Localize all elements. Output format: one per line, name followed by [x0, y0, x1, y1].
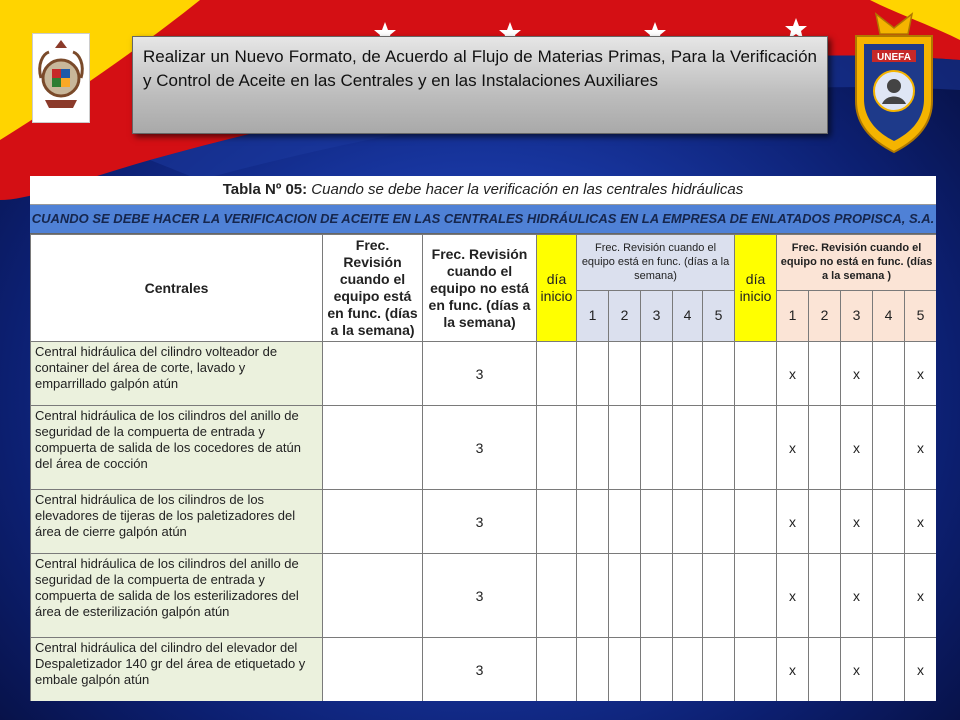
day-cell-nofunc: x	[777, 638, 809, 702]
day-header: 4	[873, 290, 905, 341]
frec-nofunc-cell: 3	[423, 638, 537, 702]
day-cell-func	[673, 490, 703, 554]
naval-emblem-icon	[32, 33, 90, 123]
slide-title-box	[132, 36, 828, 134]
table-caption	[30, 176, 936, 205]
table-row	[31, 342, 937, 406]
table-row	[31, 490, 937, 554]
day-cell-func	[673, 554, 703, 638]
day-cell-func	[703, 342, 735, 406]
dia-inicio-cell	[537, 490, 577, 554]
day-cell-func	[641, 638, 673, 702]
day-cell-nofunc: x	[841, 342, 873, 406]
dia-inicio-cell-2	[735, 554, 777, 638]
day-cell-nofunc: x	[777, 490, 809, 554]
day-cell-nofunc	[809, 342, 841, 406]
day-cell-nofunc	[809, 554, 841, 638]
day-cell-func	[577, 554, 609, 638]
day-header: 5	[703, 290, 735, 341]
day-cell-func	[673, 406, 703, 490]
header-group-nofunc: Frec. Revisión cuando el equipo no está en func. (días a la semana )	[777, 235, 936, 291]
day-cell-func	[577, 406, 609, 490]
day-cell-func	[577, 490, 609, 554]
day-cell-func	[641, 554, 673, 638]
day-cell-nofunc: x	[905, 490, 936, 554]
day-cell-nofunc: x	[905, 554, 936, 638]
day-header: 1	[577, 290, 609, 341]
dia-inicio-cell	[537, 406, 577, 490]
day-cell-func	[703, 406, 735, 490]
frec-func-cell	[323, 490, 423, 554]
day-cell-nofunc: x	[777, 554, 809, 638]
day-cell-func	[609, 490, 641, 554]
dia-inicio-cell-2	[735, 490, 777, 554]
frec-nofunc-cell: 3	[423, 406, 537, 490]
day-header: 4	[673, 290, 703, 341]
table-caption-text: Cuando se debe hacer la verificación en las centrales hidráulicas	[307, 181, 744, 198]
table-caption-number: Tabla Nº 05:	[222, 181, 308, 198]
central-name: Central hidráulica de los cilindros del anillo de seguridad de la compuerta de entrada y compuerta de salida de los esterilizadores del área de esterilización galpón atún	[31, 554, 323, 638]
day-cell-nofunc: x	[777, 342, 809, 406]
day-cell-nofunc	[873, 490, 905, 554]
unefa-shield-icon	[846, 6, 942, 154]
dia-inicio-cell	[537, 554, 577, 638]
table-row	[31, 406, 937, 490]
central-name: Central hidráulica del cilindro volteador de container del área de corte, lavado y emparrillado galpón atún	[31, 342, 323, 406]
day-header: 3	[841, 290, 873, 341]
day-cell-func	[609, 554, 641, 638]
central-name: Central hidráulica de los cilindros de los elevadores de tijeras de los paletizadores del área de cierre galpón atún	[31, 490, 323, 554]
day-cell-func	[641, 342, 673, 406]
dia-inicio-cell-2	[735, 638, 777, 702]
day-cell-nofunc	[809, 406, 841, 490]
verification-table-image	[30, 176, 936, 701]
day-cell-nofunc	[873, 406, 905, 490]
table-row	[31, 554, 937, 638]
day-cell-func	[673, 638, 703, 702]
day-cell-nofunc	[809, 638, 841, 702]
frec-nofunc-cell: 3	[423, 554, 537, 638]
central-name: Central hidráulica de los cilindros del anillo de seguridad de la compuerta de entrada y compuerta de salida de los cocedores de atún del área de cocción	[31, 406, 323, 490]
day-cell-func	[609, 342, 641, 406]
frec-func-cell	[323, 406, 423, 490]
day-cell-nofunc	[873, 554, 905, 638]
central-name: Central hidráulica del cilindro del elevador del Despaletizador 140 gr del área de etiquetado y embale galpón atún	[31, 638, 323, 702]
day-cell-func	[703, 638, 735, 702]
frec-func-cell	[323, 638, 423, 702]
day-cell-nofunc	[809, 490, 841, 554]
day-cell-func	[703, 554, 735, 638]
day-header: 1	[777, 290, 809, 341]
day-cell-nofunc	[873, 638, 905, 702]
day-cell-nofunc: x	[905, 638, 936, 702]
dia-inicio-cell-2	[735, 342, 777, 406]
day-cell-func	[577, 638, 609, 702]
day-header: 2	[609, 290, 641, 341]
header-dia-inicio: día inicio	[537, 235, 577, 342]
day-cell-func	[673, 342, 703, 406]
header-group-func: Frec. Revisión cuando el equipo está en func. (días a la semana)	[577, 235, 735, 291]
frec-nofunc-cell: 3	[423, 490, 537, 554]
day-cell-func	[703, 490, 735, 554]
unefa-label: UNEFA	[877, 52, 911, 63]
day-header: 5	[905, 290, 936, 341]
dia-inicio-cell	[537, 342, 577, 406]
day-cell-nofunc: x	[841, 490, 873, 554]
day-cell-func	[641, 406, 673, 490]
frec-func-cell	[323, 342, 423, 406]
day-cell-nofunc: x	[905, 406, 936, 490]
header-frec-func: Frec. Revisión cuando el equipo está en func. (días a la semana)	[323, 235, 423, 342]
table-row	[31, 638, 937, 702]
frec-nofunc-cell: 3	[423, 342, 537, 406]
header-dia-inicio-2: día inicio	[735, 235, 777, 342]
day-cell-func	[609, 638, 641, 702]
header-frec-nofunc: Frec. Revisión cuando el equipo no está en func. (días a la semana)	[423, 235, 537, 342]
dia-inicio-cell	[537, 638, 577, 702]
day-cell-func	[641, 490, 673, 554]
day-cell-nofunc: x	[905, 342, 936, 406]
frec-func-cell	[323, 554, 423, 638]
day-header: 2	[809, 290, 841, 341]
verification-table	[30, 234, 936, 701]
day-cell-nofunc	[873, 342, 905, 406]
day-cell-nofunc: x	[841, 638, 873, 702]
day-header: 3	[641, 290, 673, 341]
day-cell-nofunc: x	[777, 406, 809, 490]
table-subtitle: CUANDO SE DEBE HACER LA VERIFICACION DE ACEITE EN LAS CENTRALES HIDRÁULICAS EN LA EMPRESA DE ENLATADOS PROPISCA, S.A.	[30, 205, 936, 234]
day-cell-func	[577, 342, 609, 406]
day-cell-nofunc: x	[841, 406, 873, 490]
day-cell-func	[609, 406, 641, 490]
dia-inicio-cell-2	[735, 406, 777, 490]
day-cell-nofunc: x	[841, 554, 873, 638]
header-centrales: Centrales	[31, 235, 323, 342]
slide-title: Realizar un Nuevo Formato, de Acuerdo al Flujo de Materias Primas, Para la Verificación y Control de Aceite en las Centrales y en las Instalaciones Auxiliares	[143, 47, 817, 90]
